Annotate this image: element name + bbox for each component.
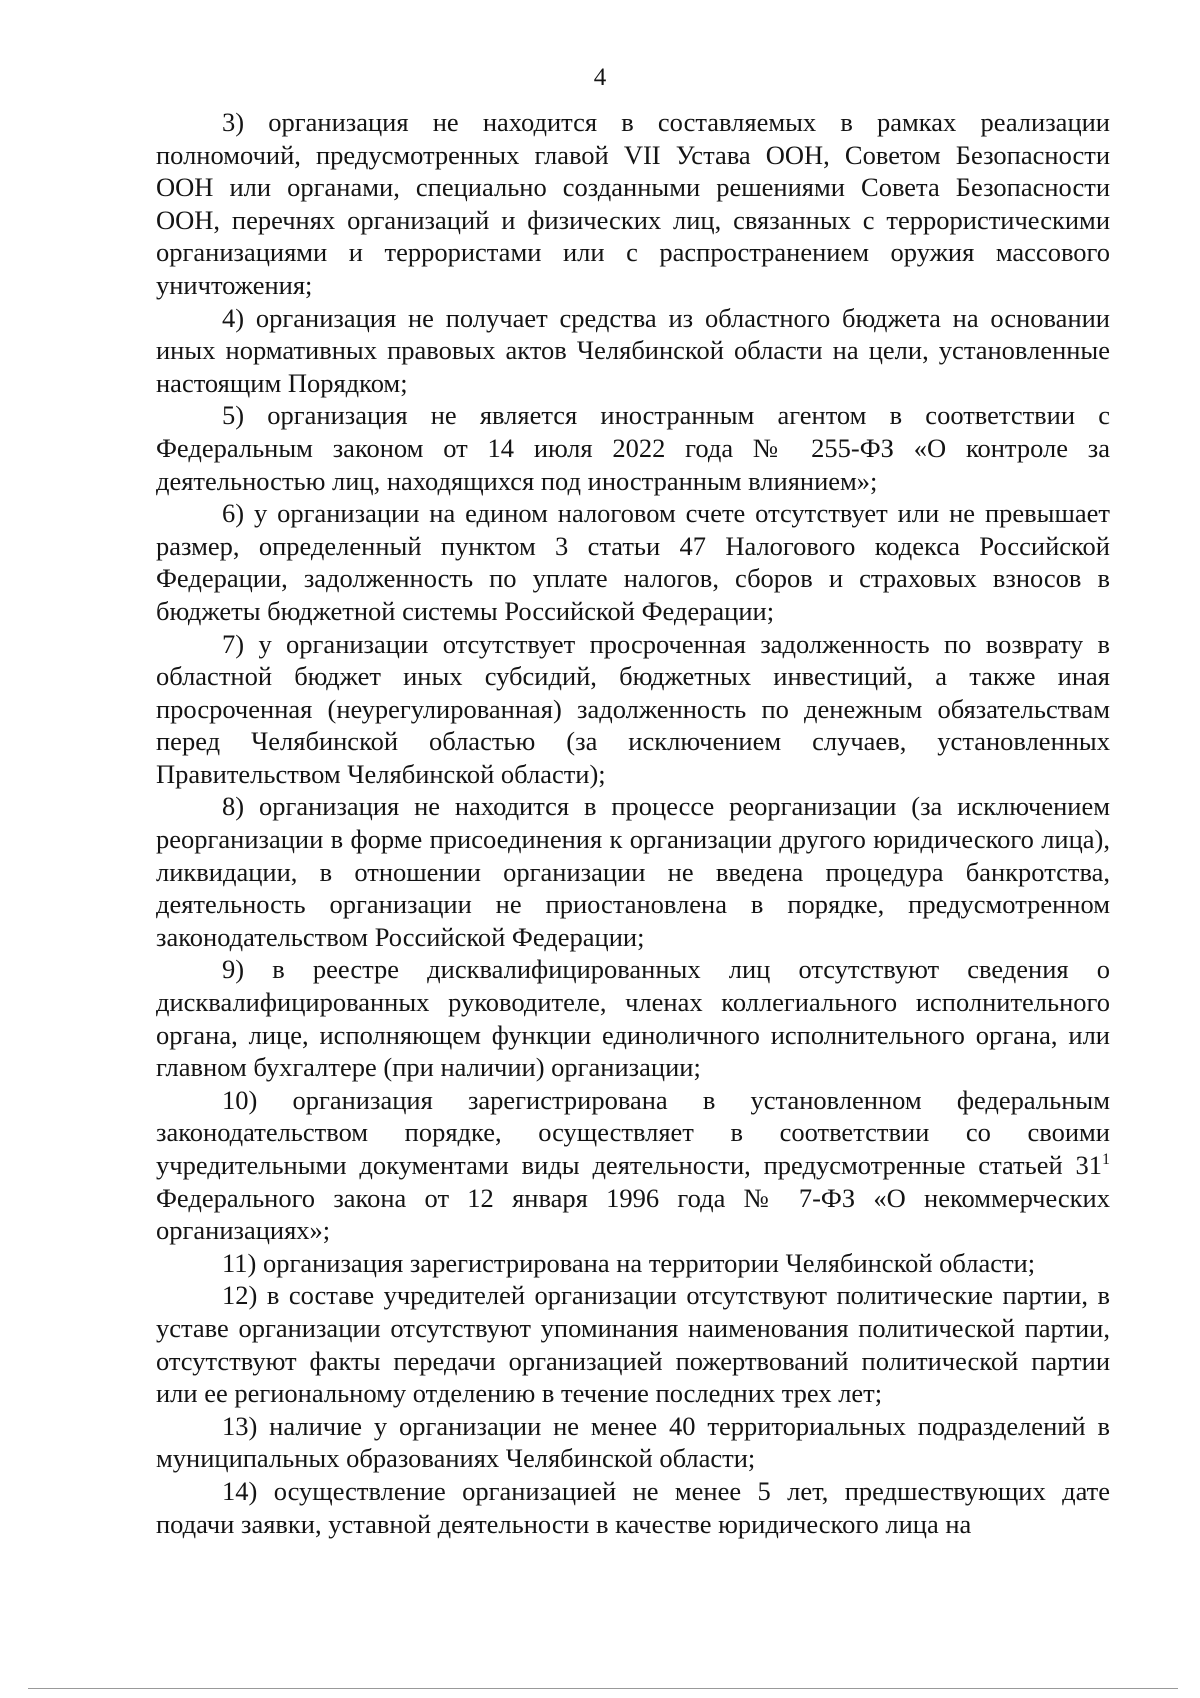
document-body (156, 106, 1110, 1540)
list-item-14: 14) осуществление организацией не менее 5 лет, предшествующих дате подачи заявки, уставной деятельности в качестве юридического лица на (156, 1475, 1110, 1539)
list-item-7: 7) у организации отсутствует просроченная задолженность по возврату в областной бюджет иных субсидий, бюджетных инвестиций, а также иная просроченная (неурегулированная) задолженность по денежным обязательствам перед Челябинской областью (за исключением случаев, установленных Правительством Челябинской области); (156, 628, 1110, 789)
page-number: 4 (593, 64, 607, 91)
list-item-13: 13) наличие у организации не менее 40 территориальных подразделений в муниципальных образованиях Челябинской области; (156, 1410, 1110, 1474)
list-item-8: 8) организация не находится в процессе реорганизации (за исключением реорганизации в форме присоединения к организации другого юридического лица), ликвидации, в отношении организации не введена процедура банкротства, деятельность организации не приостановлена в порядке, предусмотренном законодательством Российской Федерации; (156, 791, 1110, 952)
list-item-6: 6) у организации на едином налоговом счете отсутствует или не превышает размер, определенный пунктом 3 статьи 47 Налогового кодекса Российской Федерации, задолженность по уплате налогов, сборов и страховых взносов в бюджеты бюджетной системы Российской Федерации; (156, 498, 1110, 626)
list-item-11: 11) организация зарегистрирована на территории Челябинской области; (222, 1247, 1036, 1278)
list-item-3: 3) организация не находится в составляемых в рамках реализации полномочий, предусмотренных главой VII Устава ООН, Советом Безопасности ООН или органами, специально созданными решениями Совета Безопасности ООН, перечнях организаций и физических лиц, связанных с террористическими организациями и террористами или с распространением оружия массового уничтожения; (156, 107, 1110, 300)
list-item-9: 9) в реестре дисквалифицированных лиц отсутствуют сведения о дисквалифицированных руководителе, членах коллегиального исполнительного органа, лице, исполняющем функции единоличного исполнительного органа, или главном бухгалтере (при наличии) организации; (156, 954, 1110, 1083)
list-item-5: 5) организация не является иностранным агентом в соответствии с Федеральным законом от 14 июля 2022 года № 255-ФЗ «О контроле за деятельностью лиц, находящихся под иностранным влиянием»; (156, 400, 1110, 496)
list-item-4: 4) организация не получает средства из областного бюджета на основании иных нормативных правовых актов Челябинской области на цели, установленные настоящим Порядком; (156, 302, 1110, 398)
list-item-10-text-start: 10) организация зарегистрирована в установленном федеральным законодательством порядке, осуществляет в соответствии со своими учредительными документами виды деятельности, предусмотренные статьей 31 (156, 1084, 1110, 1180)
list-item-12: 12) в составе учредителей организации отсутствуют политические партии, в уставе организации отсутствуют упоминания наименования политической партии, отсутствуют факты передачи организацией пожертвований политической партии или ее региональному отделению в течение последних трех лет; (156, 1280, 1110, 1409)
scan-edge-line (28, 1688, 1178, 1689)
list-item-10-text-end: Федерального закона от 12 января 1996 года № 7-ФЗ «О некоммерческих организациях»; (156, 1182, 1110, 1246)
article-superscript: 1 (1102, 1151, 1110, 1169)
list-item-10 (156, 1084, 1110, 1247)
